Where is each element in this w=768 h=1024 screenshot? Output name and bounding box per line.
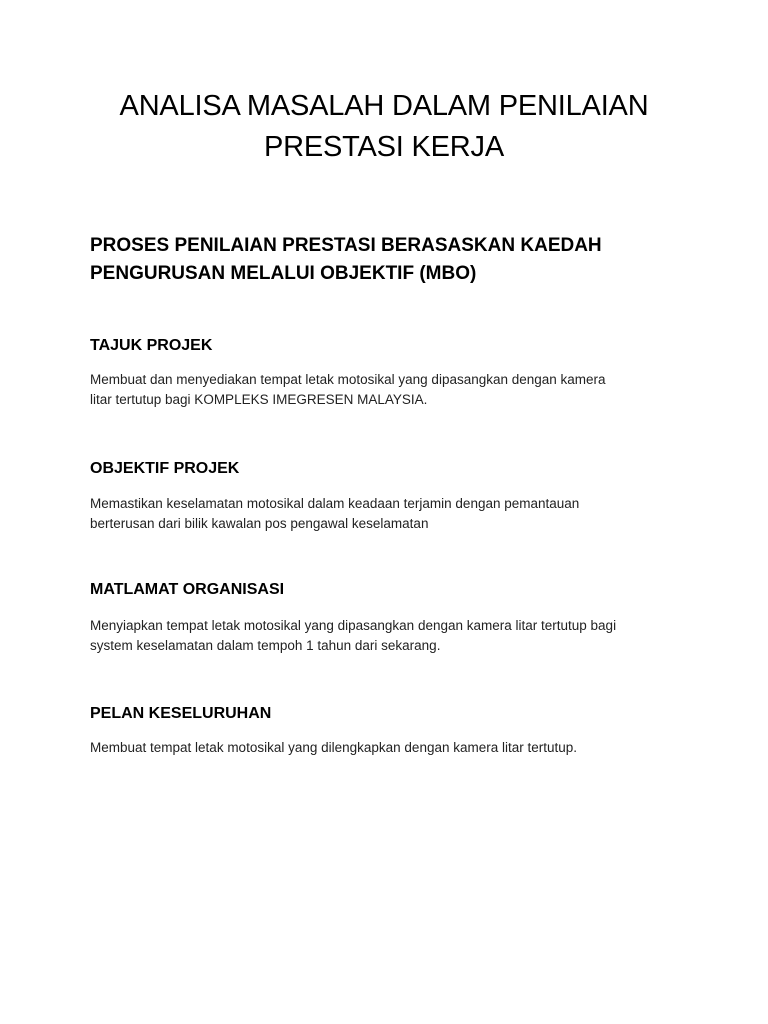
section-heading-objektif-projek: OBJEKTIF PROJEK (90, 460, 240, 477)
document-subtitle-line: PROSES PENILAIAN PRESTASI BERASASKAN KAEDAH (90, 235, 602, 256)
section-body-line: berterusan dari bilik kawalan pos pengawal keselamatan (90, 516, 429, 531)
section-body-line: system keselamatan dalam tempoh 1 tahun dari sekarang. (90, 638, 441, 653)
section-body-line: Membuat dan menyediakan tempat letak motosikal yang dipasangkan dengan kamera (90, 372, 606, 387)
document-title-line: PRESTASI KERJA (263, 131, 504, 163)
section-body-line: Membuat tempat letak motosikal yang dilengkapkan dengan kamera litar tertutup. (90, 740, 578, 755)
section-body-line: Menyiapkan tempat letak motosikal yang dipasangkan dengan kamera litar tertutup bagi (90, 618, 617, 633)
section-body-pelan-keseluruhan (90, 738, 690, 758)
section-body-matlamat-organisasi (90, 616, 690, 656)
document-title-line: ANALISA MASALAH DALAM PENILAIAN (119, 90, 649, 122)
document-title (60, 86, 708, 168)
section-body-tajuk-projek (90, 370, 690, 410)
section-heading-tajuk-projek: TAJUK PROJEK (90, 337, 213, 354)
document-subtitle-line: PENGURUSAN MELALUI OBJEKTIF (MBO) (90, 263, 477, 284)
section-heading-matlamat-organisasi: MATLAMAT ORGANISASI (90, 581, 285, 598)
section-body-line: Memastikan keselamatan motosikal dalam keadaan terjamin dengan pemantauan (90, 496, 580, 511)
section-body-objektif-projek (90, 494, 690, 534)
section-body-line: litar tertutup bagi KOMPLEKS IMEGRESEN MALAYSIA. (90, 392, 428, 407)
section-heading-pelan-keseluruhan: PELAN KESELURUHAN (90, 705, 272, 722)
document-subtitle (90, 232, 690, 288)
